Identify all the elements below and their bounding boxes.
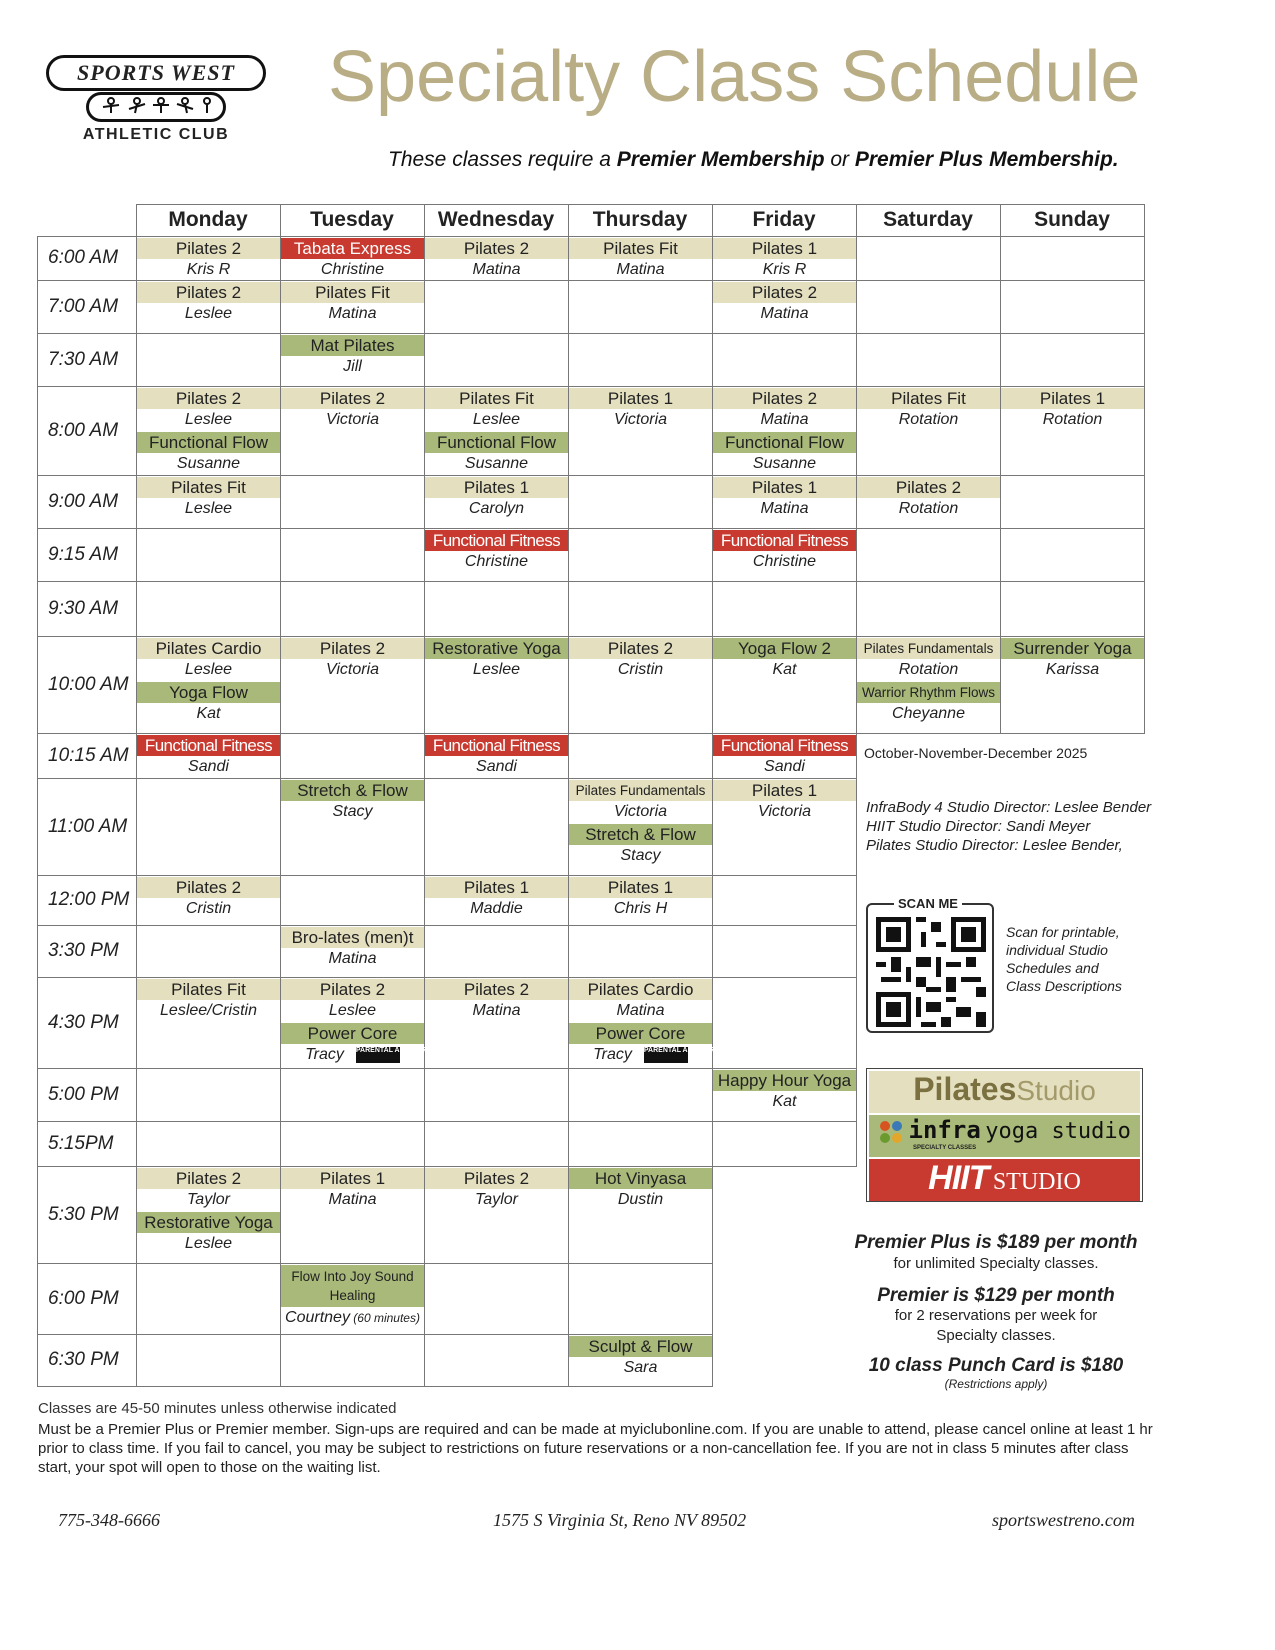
class-name[interactable]: Pilates Fit (857, 388, 1000, 409)
class-name[interactable]: Pilates 1 (1001, 388, 1144, 409)
time-label: 6:30 PM (48, 1349, 119, 1370)
instructor-label: Matina (616, 1002, 665, 1019)
class-name[interactable]: Pilates 2 (137, 238, 280, 259)
instructor-name (1001, 410, 1144, 431)
class-name[interactable]: Pilates 1 (281, 1168, 424, 1189)
instructor-label: Victoria (613, 411, 668, 428)
class-name[interactable]: Pilates 1 (425, 877, 568, 898)
schedule-cell (136, 1068, 281, 1122)
day-header: Monday (168, 208, 248, 231)
instructor-name (425, 660, 568, 681)
premier-desc-2: Specialty classes. (936, 1327, 1056, 1344)
class-name[interactable]: Hot Vinyasa (569, 1168, 712, 1189)
schedule-cell (424, 581, 569, 637)
schedule-cell (568, 528, 713, 582)
instructor-name (569, 660, 712, 681)
instructor-label: Taylor (187, 1191, 230, 1208)
instructor-name (569, 802, 712, 823)
instructor-label: Susanne (176, 455, 241, 472)
instructor-label: Stacy (332, 803, 373, 820)
schedule-cell (280, 581, 425, 637)
instructor-name (281, 949, 424, 970)
instructor-label: Victoria (325, 411, 380, 428)
instructor-name (137, 704, 280, 725)
instructor-label: Matina (328, 305, 377, 322)
instructor-name (569, 899, 712, 920)
instructor-name (713, 660, 856, 681)
class-name[interactable]: Pilates 1 (713, 780, 856, 801)
instructor-label: Leslee (184, 411, 233, 428)
schedule-cell (568, 333, 713, 387)
instructor-label: Jill (343, 358, 362, 375)
time-label: 10:00 AM (48, 673, 129, 695)
schedule-cell (568, 475, 713, 529)
scan-description: Scan for printable, individual Studio Schedules and Class Descriptions (1006, 924, 1122, 994)
pilates-studio-logo: PilatesStudio (869, 1071, 1140, 1113)
schedule-cell (712, 875, 857, 926)
schedule-cell (424, 1263, 569, 1335)
class-name[interactable]: Pilates Fit (281, 282, 424, 303)
schedule-cell (1000, 581, 1145, 637)
time-label: 5:30 PM (48, 1203, 119, 1225)
instructor-label: Matina (328, 1191, 377, 1208)
class-name[interactable]: Pilates 2 (713, 282, 856, 303)
time-label: 7:00 AM (48, 295, 119, 317)
class-name[interactable]: Pilates Cardio (569, 979, 712, 1000)
instructor-label: Leslee (184, 661, 233, 678)
instructor-name (713, 260, 856, 281)
instructor-name (569, 410, 712, 431)
instructor-name (425, 757, 568, 778)
schedule-cell (712, 977, 857, 1069)
instructor-name (137, 260, 280, 281)
class-name[interactable]: Functional Fitness (425, 530, 568, 551)
class-name[interactable]: Pilates 2 (137, 388, 280, 409)
schedule-cell (856, 333, 1001, 387)
instructor-label: Tracy (593, 1046, 632, 1063)
instructor-name (713, 304, 856, 325)
time-label: 8:00 AM (48, 419, 119, 441)
instructor-name (857, 499, 1000, 520)
schedule-cell (568, 1068, 713, 1122)
class-name[interactable]: Functional Fitness (137, 735, 280, 756)
instructor-label: Sandi (476, 758, 517, 775)
schedule-cell (136, 1334, 281, 1387)
class-name[interactable]: Pilates Fit (425, 388, 568, 409)
class-name[interactable]: Pilates Cardio (137, 638, 280, 659)
class-name[interactable]: Power Core (569, 1023, 712, 1044)
day-header: Thursday (592, 208, 688, 231)
instructor-name (281, 802, 424, 823)
class-name[interactable]: Pilates 2 (137, 1168, 280, 1189)
instructor-name (137, 1234, 280, 1255)
schedule-cell (568, 733, 713, 779)
schedule-cell (712, 581, 857, 637)
class-name[interactable]: Pilates 2 (281, 979, 424, 1000)
class-name[interactable]: Restorative Yoga (425, 638, 568, 659)
instructor-name (281, 1045, 500, 1066)
scan-me-label: SCAN ME (894, 896, 962, 911)
class-name[interactable]: Functional Fitness (713, 530, 856, 551)
class-name[interactable]: Pilates Fundamentals (857, 638, 1000, 659)
instructor-name (425, 1190, 568, 1211)
punch-card-price: 10 class Punch Card is $180 (868, 1355, 1124, 1376)
footer-website[interactable]: sportswestreno.com (992, 1510, 1135, 1530)
class-name[interactable]: Pilates Fit (569, 238, 712, 259)
instructor-label: Susanne (752, 455, 817, 472)
schedule-cell (280, 475, 425, 529)
logo-brand: SPORTS WEST (46, 55, 266, 91)
instructor-name (281, 410, 424, 431)
class-name[interactable]: Pilates 2 (425, 979, 568, 1000)
instructor-name (425, 260, 568, 281)
instructor-label: Kat (772, 1093, 797, 1110)
instructor-name (569, 1190, 712, 1211)
schedule-cell (712, 925, 857, 978)
instructor-name (713, 410, 856, 431)
instructor-name (281, 357, 424, 378)
instructor-name (137, 757, 280, 778)
instructor-label: Rotation (1042, 411, 1103, 428)
instructor-label: Kat (772, 661, 797, 678)
class-name[interactable]: Warrior Rhythm Flows (857, 682, 1000, 703)
page-subtitle: These classes require a Premier Membership or Premier Plus Membership. (388, 148, 1119, 171)
instructor-label: Matina (472, 261, 521, 278)
schedule-cell (856, 236, 1001, 281)
day-header: Saturday (883, 208, 973, 231)
instructor-label: Sara (623, 1359, 658, 1376)
instructor-label: Christine (464, 553, 529, 570)
class-name[interactable]: Pilates 1 (713, 477, 856, 498)
instructor-name (569, 1045, 788, 1066)
class-name[interactable]: Pilates 2 (425, 1168, 568, 1189)
class-name[interactable]: Power Core (281, 1023, 424, 1044)
schedule-cell (568, 925, 713, 978)
instructor-name (281, 260, 424, 281)
instructor-name (1001, 660, 1144, 681)
schedule-cell (1000, 236, 1145, 281)
instructor-label: Matina (328, 950, 377, 967)
duration-note: Classes are 45-50 minutes unless otherwise indicated (38, 1400, 397, 1417)
instructor-label: Christine (320, 261, 385, 278)
premier-plus-desc: for unlimited Specialty classes. (893, 1255, 1099, 1272)
schedule-cell (568, 280, 713, 334)
instructor-label: Leslee (184, 305, 233, 322)
time-label: 5:00 PM (48, 1083, 119, 1105)
schedule-cell (136, 778, 281, 876)
instructor-name (137, 660, 280, 681)
qr-code[interactable] (866, 896, 994, 1033)
premier-desc-1: for 2 reservations per week for (894, 1307, 1098, 1324)
schedule-cell (136, 581, 281, 637)
schedule-cell (424, 778, 569, 876)
time-label: 6:00 AM (48, 247, 119, 268)
class-name[interactable]: Pilates 2 (281, 638, 424, 659)
day-header: Tuesday (310, 208, 394, 231)
class-name[interactable]: Flow Into Joy Sound Healing (281, 1265, 424, 1307)
premier-plus-price: Premier Plus is $189 per month (854, 1232, 1138, 1253)
class-name[interactable]: Pilates 2 (281, 388, 424, 409)
instructor-name (425, 1001, 568, 1022)
schedule-cell (280, 1068, 425, 1122)
instructor-name (569, 846, 712, 867)
class-name[interactable]: Pilates 1 (569, 388, 712, 409)
footer-phone: 775-348-6666 (58, 1510, 160, 1530)
instructor-name (569, 260, 712, 281)
class-name[interactable]: Surrender Yoga (1001, 638, 1144, 659)
instructor-label: Victoria (613, 803, 668, 820)
punch-card-note: (Restrictions apply) (944, 1377, 1048, 1391)
time-label: 11:00 AM (48, 815, 128, 837)
instructor-name (137, 899, 280, 920)
schedule-cell (712, 333, 857, 387)
schedule-cell (568, 1263, 713, 1335)
yoga-balls-icon (878, 1119, 904, 1145)
instructor-label: Victoria (757, 803, 812, 820)
day-header: Wednesday (437, 208, 555, 231)
class-name[interactable]: Stretch & Flow (569, 824, 712, 845)
schedule-cell (136, 1121, 281, 1167)
instructor-label: Carolyn (468, 500, 525, 517)
director-infrabody: InfraBody 4 Studio Director: Leslee Bender (866, 799, 1152, 816)
instructor-label: Matina (760, 411, 809, 428)
class-name[interactable]: Happy Hour Yoga (713, 1070, 856, 1091)
instructor-label: Leslee (472, 411, 521, 428)
instructor-label: Kat (196, 705, 221, 722)
instructor-name (137, 454, 280, 475)
class-name[interactable]: Functional Fitness (425, 735, 568, 756)
class-name[interactable]: Bro-lates (men)t (281, 927, 424, 948)
instructor-label: Victoria (325, 661, 380, 678)
time-label: 9:00 AM (48, 490, 119, 512)
instructor-label: Leslee (184, 1235, 233, 1252)
instructor-name (857, 660, 1000, 681)
class-name[interactable]: Stretch & Flow (281, 780, 424, 801)
instructor-name (137, 1001, 280, 1022)
instructor-label: Leslee/Cristin (160, 1002, 257, 1019)
schedule-cell (1000, 333, 1145, 387)
instructor-name (137, 410, 280, 431)
schedule-cell (1000, 528, 1145, 582)
class-name[interactable]: Functional Flow (425, 432, 568, 453)
schedule-cell (136, 528, 281, 582)
instructor-label: Susanne (464, 455, 529, 472)
instructor-label: Cristin (185, 900, 232, 917)
instructor-name (569, 1001, 712, 1022)
schedule-cell (424, 333, 569, 387)
instructor-label: Leslee (472, 661, 521, 678)
schedule-cell (280, 528, 425, 582)
instructor-name (425, 899, 568, 920)
instructor-label: Courtney (285, 1309, 350, 1326)
instructor-label: Matina (760, 500, 809, 517)
duration-note: (60 minutes) (349, 1311, 420, 1325)
director-hiit: HIIT Studio Director: Sandi Meyer (866, 818, 1091, 835)
class-name[interactable]: Pilates 2 (137, 877, 280, 898)
instructor-name (857, 410, 1000, 431)
instructor-label: Cheyanne (892, 705, 965, 722)
instructor-name (713, 1092, 856, 1113)
schedule-cell (280, 1334, 425, 1387)
time-label: 9:15 AM (48, 543, 119, 565)
instructor-name (713, 757, 856, 778)
page-title: Specialty Class Schedule (328, 37, 1141, 117)
instructor-name (425, 454, 568, 475)
schedule-cell (424, 1068, 569, 1122)
instructor-label: Matina (616, 261, 665, 278)
premier-price: Premier is $129 per month (877, 1285, 1115, 1306)
class-name[interactable]: Mat Pilates (281, 335, 424, 356)
time-label: 3:30 PM (48, 940, 119, 961)
instructor-label: Kris R (186, 261, 231, 278)
instructor-name (137, 304, 280, 325)
instructor-label: Leslee (328, 1002, 377, 1019)
instructor-name (713, 802, 856, 823)
class-name[interactable]: Yoga Flow 2 (713, 638, 856, 659)
instructor-label: Kris R (762, 261, 807, 278)
hiit-studio-logo: HIIT STUDIO (869, 1159, 1140, 1201)
class-name[interactable]: Pilates Fit (137, 477, 280, 498)
time-label: 10:15 AM (48, 744, 129, 766)
schedule-cell (424, 1334, 569, 1387)
instructor-name (281, 304, 424, 325)
parental-advisory-icon: PARENTAL ADVISORY EXPLICIT CONTENT (356, 1047, 400, 1063)
instructor-name (281, 660, 424, 681)
class-name[interactable]: Pilates 1 (569, 877, 712, 898)
class-name[interactable]: Pilates 2 (425, 238, 568, 259)
instructor-label: Sandi (188, 758, 229, 775)
instructor-label: Stacy (620, 847, 661, 864)
schedule-cell (424, 280, 569, 334)
time-label: 12:00 PM (48, 889, 130, 910)
instructor-name (281, 1308, 424, 1329)
class-name[interactable]: Yoga Flow (137, 682, 280, 703)
schedule-cell (856, 280, 1001, 334)
instructor-name (425, 552, 568, 573)
class-name[interactable]: Functional Fitness (713, 735, 856, 756)
instructor-label: Rotation (898, 661, 959, 678)
schedule-cell (136, 333, 281, 387)
time-label: 7:30 AM (48, 348, 119, 370)
instructor-name (425, 499, 568, 520)
instructor-label: Matina (760, 305, 809, 322)
policy-note: Must be a Premier Plus or Premier member. Sign-ups are required and can be made at myiclubonline.com. If you are unable to attend, please cancel online at least 1 hr prior to class time. If you fail to cancel, you may be subject to restrictions on future reservations or a non-cancellation fee. If you are not in class 5 minutes after class start, your spot will open to those on the waiting list. (38, 1421, 1153, 1476)
instructor-label: Matina (472, 1002, 521, 1019)
schedule-cell (856, 528, 1001, 582)
time-label: 5:15PM (48, 1132, 114, 1154)
schedule-cell (712, 1121, 857, 1167)
instructor-name (713, 552, 856, 573)
class-name[interactable]: Pilates 1 (425, 477, 568, 498)
day-header: Friday (752, 208, 816, 231)
instructor-name (281, 1190, 424, 1211)
class-name[interactable]: Pilates Fundamentals (569, 780, 712, 801)
instructor-label: Cristin (617, 661, 664, 678)
class-name[interactable]: Pilates 2 (713, 388, 856, 409)
class-name[interactable]: Pilates 2 (857, 477, 1000, 498)
schedule-cell (856, 581, 1001, 637)
season-label: October-November-December 2025 (864, 745, 1088, 761)
schedule-cell (1000, 280, 1145, 334)
instructor-label: Maddie (470, 900, 523, 917)
class-name[interactable]: Pilates 1 (713, 238, 856, 259)
instructor-label: Rotation (898, 500, 959, 517)
schedule-cell (280, 733, 425, 779)
instructor-label: Leslee (184, 500, 233, 517)
instructor-label: Taylor (475, 1191, 518, 1208)
instructor-label: Dustin (617, 1191, 664, 1208)
class-name[interactable]: Pilates 2 (137, 282, 280, 303)
schedule-cell (424, 925, 569, 978)
instructor-label: Tracy (305, 1046, 344, 1063)
instructor-name (857, 704, 1000, 725)
instructor-label: Christine (752, 553, 817, 570)
instructor-name (569, 1358, 712, 1379)
class-name[interactable]: Pilates 2 (569, 638, 712, 659)
instructor-name (713, 499, 856, 520)
infra-yoga-studio-logo: infra yoga studio SPECIALTY CLASSES (869, 1115, 1140, 1157)
time-label: 9:30 AM (48, 597, 119, 619)
instructor-name (425, 410, 568, 431)
logo-subtitle: ATHLETIC CLUB (82, 126, 230, 143)
instructor-name (713, 454, 856, 475)
time-label: 4:30 PM (48, 1011, 119, 1033)
instructor-name (137, 499, 280, 520)
schedule-cell (136, 925, 281, 978)
schedule-cell (280, 1121, 425, 1167)
schedule-cell (568, 581, 713, 637)
schedule-cell (424, 1121, 569, 1167)
class-name[interactable]: Functional Flow (137, 432, 280, 453)
schedule-cell (136, 1263, 281, 1335)
class-name[interactable]: Functional Flow (713, 432, 856, 453)
logo-figures-icon (86, 92, 226, 122)
schedule-cell (280, 875, 425, 926)
schedule-cell (1000, 475, 1145, 529)
instructor-label: Karissa (1045, 661, 1100, 678)
director-pilates: Pilates Studio Director: Leslee Bender, (866, 837, 1123, 854)
instructor-label: Chris H (613, 900, 668, 917)
instructor-label: Rotation (898, 411, 959, 428)
schedule-cell (568, 1121, 713, 1167)
time-label: 6:00 PM (48, 1287, 119, 1309)
instructor-name (137, 1190, 280, 1211)
instructor-name (281, 1001, 424, 1022)
day-header: Sunday (1034, 208, 1110, 231)
class-name[interactable]: Sculpt & Flow (569, 1336, 712, 1357)
instructor-label: Sandi (764, 758, 805, 775)
class-name[interactable]: Tabata Express (281, 238, 424, 259)
class-name[interactable]: Restorative Yoga (137, 1212, 280, 1233)
class-name[interactable]: Pilates Fit (137, 979, 280, 1000)
studio-logos (866, 1068, 1143, 1202)
qr-code-icon (876, 917, 986, 1027)
footer-address: 1575 S Virginia St, Reno NV 89502 (493, 1510, 747, 1530)
parental-advisory-icon: PARENTAL ADVISORY EXPLICIT CONTENT (644, 1047, 688, 1063)
